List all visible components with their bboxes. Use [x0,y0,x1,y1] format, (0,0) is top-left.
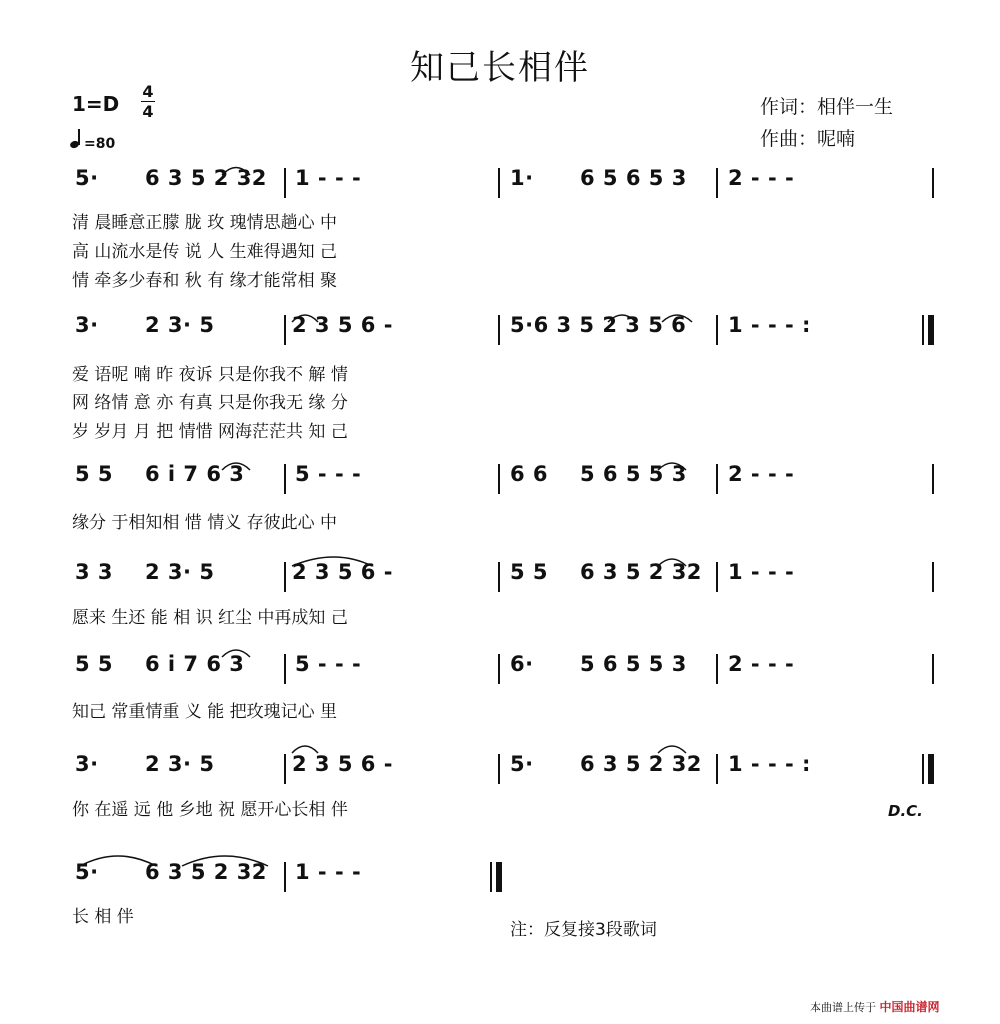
music-segment: 5 5 [75,462,114,486]
music-segment: 2 3 5 6 - [292,752,393,776]
music-segment: 5·6 3 5 2 3 5 6 [510,313,687,337]
music-segment: 5· [510,752,534,776]
music-segment: 5· [75,166,99,190]
music-segment: 6· [510,652,534,676]
music-segment: 6 i 7 6 3 [145,652,245,676]
footer-text: 本曲谱上传于 [810,1001,876,1014]
music-segment: 1· [510,166,534,190]
music-segment: 3 3 [75,560,114,584]
music-segment: 5 5 [75,652,114,676]
music-segment: 1 - - - [295,166,362,190]
music-segment: 2 3 5 6 - [292,313,393,337]
music-segment: 6 6 [510,462,549,486]
music-segment: 6 3 5 2 32 [580,752,702,776]
music-segment: 5 5 [510,560,549,584]
footer-credit [810,998,940,1015]
lyric-line: 高 山流水是传 说 人 生难得遇知 己 [72,242,338,262]
composer-credit: 作曲：呢喃 [760,128,856,150]
music-segment: 6 3 5 2 32 [145,860,267,884]
music-segment: 2 3· 5 [145,313,215,337]
lyric-line: 你 在遥 远 他 乡地 祝 愿开心长相 伴 [72,800,348,820]
music-segment: 6 5 6 5 3 [580,166,687,190]
music-segment: 2 - - - [728,166,795,190]
music-segment: 6 3 5 2 32 [145,166,267,190]
music-segment: 1 - - - : [728,313,811,337]
music-segment: 5· [75,860,99,884]
lyricist-credit: 作词：相伴一生 [760,96,894,118]
lyric-line: 愿来 生还 能 相 识 红尘 中再成知 己 [72,608,348,628]
lyric-line: 情 牵多少春和 秋 有 缘才能常相 聚 [72,271,338,291]
music-segment: 5 6 5 5 3 [580,462,687,486]
music-segment: 2 3· 5 [145,560,215,584]
music-segment: 1 - - - [728,560,795,584]
key-signature: 1=D [72,92,120,116]
music-segment: 2 - - - [728,462,795,486]
music-segment: 1 - - - [295,860,362,884]
repeat-note: 注：反复接3段歌词 [510,920,657,940]
lyric-line: 长 相 伴 [72,907,134,927]
lyric-line: 清 晨睡意正朦 胧 玫 瑰情思趟心 中 [72,213,338,233]
lyric-line: 网 络情 意 亦 有真 只是你我无 缘 分 [72,393,348,413]
music-segment: 3· [75,752,99,776]
lyric-line: 知己 常重情重 义 能 把玫瑰记心 里 [72,702,338,722]
music-segment: 2 3· 5 [145,752,215,776]
lyric-line: 爱 语呢 喃 昨 夜诉 只是你我不 解 情 [72,365,348,385]
music-segment: 2 3 5 6 - [292,560,393,584]
site-logo: 中国曲谱网 [879,1000,940,1014]
music-segment: 1 - - - : [728,752,811,776]
music-segment: 6 i 7 6 3 [145,462,245,486]
music-segment: 2 - - - [728,652,795,676]
lyric-line: 缘分 于相知相 惜 情义 存彼此心 中 [72,513,338,533]
music-segment: 5 - - - [295,652,362,676]
music-segment: 5 6 5 5 3 [580,652,687,676]
da-capo-marking: D.C. [888,802,923,820]
music-segment: 6 3 5 2 32 [580,560,702,584]
time-signature-top: 4 [142,82,154,101]
tempo-value: =80 [84,136,116,152]
lyric-line: 岁 岁月 月 把 情惜 网海茫茫共 知 己 [72,422,348,442]
music-segment: 3· [75,313,99,337]
time-signature-bottom: 4 [142,102,154,121]
music-segment: 5 - - - [295,462,362,486]
page-title: 知己长相伴 [410,48,590,88]
